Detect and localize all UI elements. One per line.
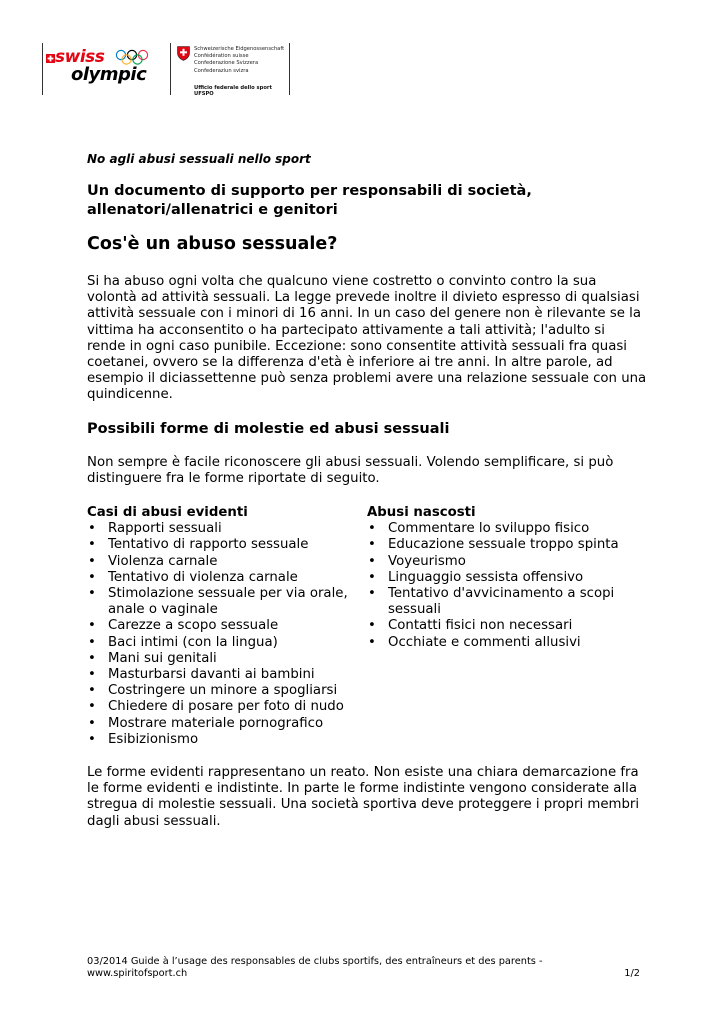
logo-swiss-text: swiss bbox=[55, 47, 105, 67]
evident-abuse-column bbox=[87, 505, 362, 748]
federal-office-name: Ufficio federale dello sport UFSPO bbox=[194, 85, 272, 97]
bullet: • bbox=[88, 569, 96, 585]
list-item bbox=[87, 699, 362, 715]
list-item-text: Costringere un minore a spogliarsi bbox=[108, 683, 338, 699]
bullet: • bbox=[88, 553, 96, 569]
list-item bbox=[367, 554, 637, 570]
list-item bbox=[367, 521, 637, 537]
list-item bbox=[367, 537, 637, 553]
hidden-abuse-heading: Abusi nascosti bbox=[367, 505, 476, 520]
list-item-text: Linguaggio sessista offensivo bbox=[388, 569, 584, 585]
list-item-text: Occhiate e commenti allusivi bbox=[388, 634, 581, 650]
list-item bbox=[87, 618, 362, 634]
olympic-rings-icon bbox=[115, 49, 155, 65]
bullet: • bbox=[88, 618, 96, 634]
list-item bbox=[367, 635, 637, 651]
list-item-text: Esibizionismo bbox=[108, 731, 199, 747]
conf-line-fr: Confédération suisse bbox=[194, 53, 249, 60]
confederation-logo bbox=[170, 43, 290, 95]
list-item-text: Chiedere di posare per foto di nudo bbox=[108, 699, 344, 715]
section-heading-what-is-abuse: Cos'è un abuso sessuale? bbox=[87, 234, 338, 254]
list-item bbox=[367, 570, 637, 586]
list-item-text: Masturbarsi davanti ai bambini bbox=[108, 667, 315, 683]
list-item bbox=[87, 683, 362, 699]
bullet: • bbox=[368, 569, 376, 585]
bullet: • bbox=[368, 586, 376, 602]
swiss-shield-icon bbox=[177, 46, 190, 61]
bullet: • bbox=[88, 634, 96, 650]
list-item bbox=[367, 586, 637, 618]
bullet: • bbox=[88, 586, 96, 602]
bullet: • bbox=[88, 731, 96, 747]
bullet: • bbox=[88, 699, 96, 715]
document-kicker: No agli abusi sessuali nello sport bbox=[87, 152, 311, 166]
paragraph-conclusion: Le forme evidenti rappresentano un reato. Non esiste una chiara demarcazione fra le forme evidenti e indistinte. In parte le forme indistinte vengono considerate alla stregua di molestie sessuali. Una società sportiva deve proteggere i propri membri dagli abusi sessuali. bbox=[87, 765, 640, 829]
document-title: Un documento di supporto per responsabili di società, allenatori/allenatrici e genitori bbox=[87, 183, 532, 218]
bullet: • bbox=[88, 537, 96, 553]
list-item-text: Tentativo di rapporto sessuale bbox=[108, 537, 309, 553]
list-item bbox=[87, 651, 362, 667]
bullet: • bbox=[88, 521, 96, 537]
list-item bbox=[87, 570, 362, 586]
list-item-text: Tentativo d'avvicinamento a scopi sessuali bbox=[388, 586, 615, 618]
footer-website: www.spiritofsport.ch bbox=[87, 968, 188, 979]
list-item bbox=[87, 732, 362, 748]
paragraph-definition: Si ha abuso ogni volta che qualcuno viene costretto o convinto contro la sua volontà ad attività sessuali. La legge prevede inoltre il divieto espresso di qualsiasi attività sessuale con i minori di 16 anni. In un caso del genere non è rilevante se la vittima ha acconsentito o ha partecipato attivamente a tali attività; l'adulto si rende in ogni caso punibile. Eccezione: sono consentite attività sessuali fra quasi coetanei, ovvero se la differenza d'età è inferiore ai tre anni. In altre parole, ad esempio il diciassettenne può senza problemi avere una relazione sessuale con una quindicenne. bbox=[87, 274, 647, 403]
list-item-text: Tentativo di violenza carnale bbox=[108, 569, 298, 585]
confederation-names bbox=[194, 46, 284, 75]
list-item-text: Violenza carnale bbox=[108, 553, 218, 569]
swiss-cross-icon bbox=[46, 54, 55, 63]
bullet: • bbox=[88, 667, 96, 683]
list-item bbox=[87, 635, 362, 651]
section-heading-forms: Possibili forme di molestie ed abusi sessuali bbox=[87, 421, 450, 437]
list-item-text: Rapporti sessuali bbox=[108, 521, 222, 537]
bullet: • bbox=[368, 553, 376, 569]
list-item-text: Baci intimi (con la lingua) bbox=[108, 634, 278, 650]
list-item bbox=[87, 521, 362, 537]
list-item bbox=[87, 716, 362, 732]
conf-line-it: Confederazione Svizzera bbox=[194, 60, 259, 67]
list-item-text: Stimolazione sessuale per via orale, anale o vaginale bbox=[108, 586, 348, 618]
footer-guide-title: 03/2014 Guide à l’usage des responsables de clubs sportifs, des entraîneurs et des parents - bbox=[87, 956, 543, 967]
bullet: • bbox=[368, 634, 376, 650]
list-item-text: Carezze a scopo sessuale bbox=[108, 618, 279, 634]
swiss-olympic-logo bbox=[42, 43, 166, 95]
evident-abuse-list bbox=[87, 521, 362, 748]
hidden-abuse-list bbox=[367, 521, 637, 651]
list-item-text: Commentare lo sviluppo fisico bbox=[388, 521, 590, 537]
list-item-text: Educazione sessuale troppo spinta bbox=[388, 537, 619, 553]
bullet: • bbox=[88, 683, 96, 699]
list-item bbox=[367, 618, 637, 634]
conf-line-rm: Confederaziun svizra bbox=[194, 67, 249, 74]
list-item-text: Mostrare materiale pornografico bbox=[108, 715, 324, 731]
paragraph-forms-intro: Non sempre è facile riconoscere gli abusi sessuali. Volendo semplificare, si può distinguere fra le forme riportate di seguito. bbox=[87, 455, 614, 487]
conf-line-de: Schweizerische Eidgenossenschaft bbox=[194, 46, 285, 52]
hidden-abuse-column bbox=[367, 505, 637, 651]
page-number: 1/2 bbox=[624, 968, 640, 979]
bullet: • bbox=[88, 715, 96, 731]
bullet: • bbox=[368, 521, 376, 537]
list-item bbox=[87, 554, 362, 570]
page-footer bbox=[87, 956, 640, 980]
bullet: • bbox=[368, 618, 376, 634]
evident-abuse-heading: Casi di abusi evidenti bbox=[87, 505, 248, 520]
list-item-text: Voyeurismo bbox=[388, 553, 466, 569]
logo-olympic-text: olympic bbox=[71, 64, 147, 85]
list-item bbox=[87, 667, 362, 683]
list-item-text: Mani sui genitali bbox=[108, 650, 217, 666]
list-item-text: Contatti fisici non necessari bbox=[388, 618, 573, 634]
list-item bbox=[87, 586, 362, 618]
bullet: • bbox=[368, 537, 376, 553]
bullet: • bbox=[88, 650, 96, 666]
list-item bbox=[87, 537, 362, 553]
